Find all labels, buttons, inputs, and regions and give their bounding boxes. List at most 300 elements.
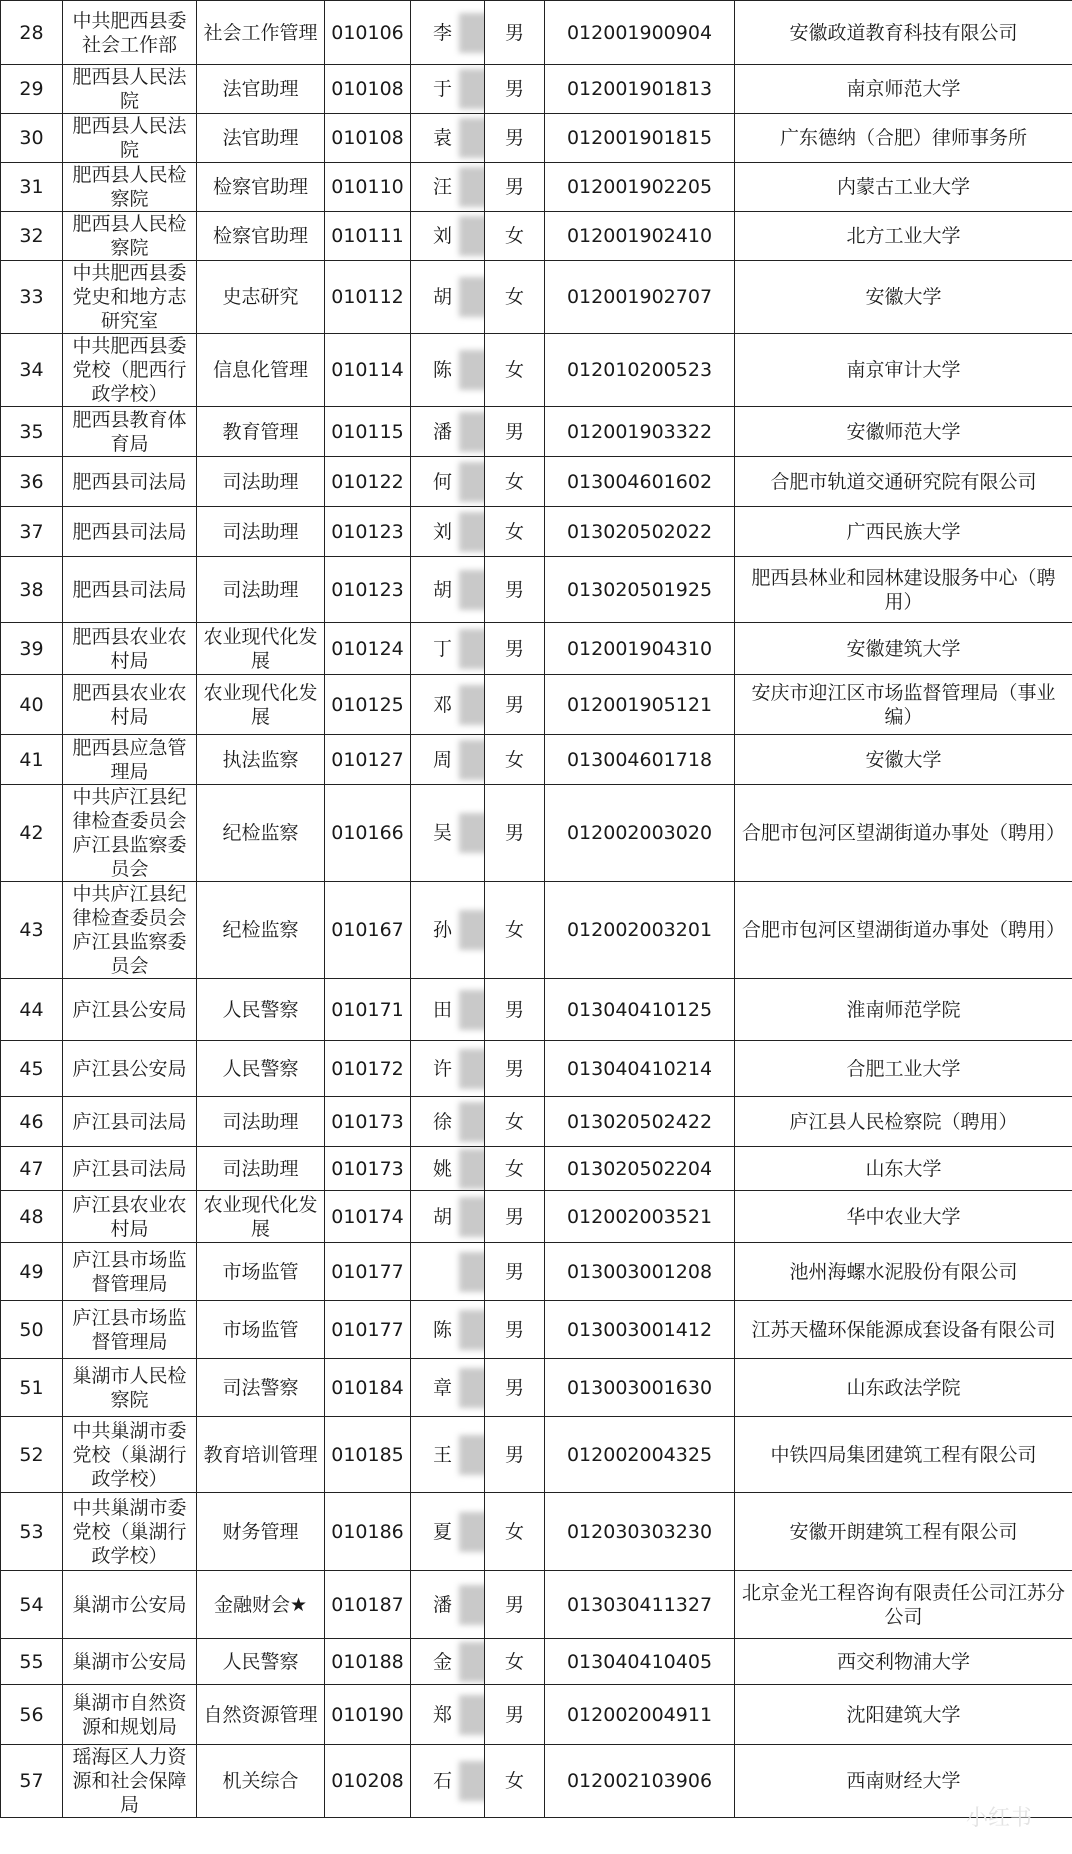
employer-or-school-text: 池州海螺水泥股份有限公司 bbox=[789, 1260, 1018, 1283]
candidate-name-text: 袁 bbox=[433, 127, 453, 149]
employer-or-school bbox=[735, 261, 1072, 334]
position-name-text: 纪检监察 bbox=[222, 919, 299, 941]
position-code-text: 010112 bbox=[331, 286, 404, 308]
ticket-number-text: 013020502022 bbox=[566, 520, 713, 543]
ticket-number bbox=[545, 1, 735, 65]
table-row bbox=[1, 882, 1072, 979]
position-code bbox=[325, 882, 411, 979]
employer-or-school bbox=[735, 212, 1072, 261]
ticket-number bbox=[545, 882, 735, 979]
employer-or-school-text: 南京师范大学 bbox=[846, 78, 961, 100]
employer-or-school bbox=[735, 1097, 1072, 1147]
employer-or-school-text: 安徽政道教育科技有限公司 bbox=[789, 21, 1018, 44]
position-code-text: 010110 bbox=[331, 176, 404, 198]
row-number-text: 46 bbox=[19, 1110, 44, 1133]
gender-text: 女 bbox=[504, 1650, 524, 1673]
row-number-text: 53 bbox=[19, 1520, 44, 1543]
ticket-number bbox=[545, 557, 735, 623]
row-number bbox=[1, 1, 63, 65]
table-body bbox=[1, 1, 1072, 1818]
gender bbox=[485, 114, 545, 163]
employer-or-school-text: 安徽师范大学 bbox=[846, 420, 961, 443]
position-code bbox=[325, 65, 411, 114]
position-code-text: 010106 bbox=[331, 21, 404, 44]
position-name-text: 信息化管理 bbox=[212, 359, 308, 381]
position-code-text: 010186 bbox=[331, 1520, 404, 1543]
position-name-text: 市场监管 bbox=[222, 1260, 299, 1283]
table-row bbox=[1, 1147, 1072, 1191]
employer-or-school bbox=[735, 1493, 1072, 1571]
employer-or-school bbox=[735, 65, 1072, 114]
unit-name bbox=[63, 507, 197, 557]
redaction-mosaic bbox=[459, 1368, 485, 1408]
table-row bbox=[1, 1097, 1072, 1147]
candidate-name-text: 何 bbox=[433, 470, 453, 493]
ticket-number-text: 013003001412 bbox=[566, 1318, 713, 1341]
gender bbox=[485, 261, 545, 334]
ticket-number bbox=[545, 114, 735, 163]
ticket-number-text: 012002103906 bbox=[566, 1770, 713, 1792]
row-number-text: 57 bbox=[19, 1770, 44, 1792]
position-code bbox=[325, 1243, 411, 1301]
candidate-name-text: 金 bbox=[433, 1650, 453, 1673]
redaction-mosaic bbox=[459, 216, 485, 256]
employer-or-school bbox=[735, 1685, 1072, 1745]
ticket-number bbox=[545, 1745, 735, 1818]
ticket-number-text: 013003001630 bbox=[566, 1376, 713, 1399]
row-number-text: 30 bbox=[19, 127, 44, 149]
position-name-text: 社会工作管理 bbox=[203, 21, 318, 44]
employer-or-school bbox=[735, 979, 1072, 1041]
ticket-number-text: 013004601602 bbox=[566, 470, 713, 493]
unit-name bbox=[63, 979, 197, 1041]
gender bbox=[485, 1493, 545, 1571]
ticket-number-text: 013020501925 bbox=[566, 578, 713, 601]
candidate-name bbox=[411, 979, 485, 1041]
table-row bbox=[1, 507, 1072, 557]
employer-or-school bbox=[735, 1571, 1072, 1639]
gender bbox=[485, 1097, 545, 1147]
candidate-name-text: 孙 bbox=[433, 919, 453, 941]
ticket-number bbox=[545, 1359, 735, 1417]
position-name-text: 法官助理 bbox=[222, 78, 299, 100]
unit-name-text: 肥西县人民法院 bbox=[72, 115, 187, 161]
row-number-text: 40 bbox=[19, 693, 44, 716]
redaction-mosaic bbox=[459, 1102, 485, 1142]
candidate-name bbox=[411, 735, 485, 785]
position-name bbox=[197, 65, 325, 114]
ticket-number bbox=[545, 334, 735, 407]
unit-name-text: 巢湖市人民检察院 bbox=[72, 1364, 187, 1411]
employer-or-school-text: 安徽大学 bbox=[865, 748, 942, 771]
candidate-name-text: 刘 bbox=[433, 225, 453, 247]
position-name bbox=[197, 1685, 325, 1745]
gender-text: 男 bbox=[504, 822, 524, 844]
watermark: 小红书 bbox=[965, 1806, 1032, 1831]
employer-or-school-text: 合肥市轨道交通研究院有限公司 bbox=[770, 470, 1037, 493]
ticket-number bbox=[545, 1097, 735, 1147]
position-name-text: 司法助理 bbox=[222, 470, 299, 493]
position-code bbox=[325, 1639, 411, 1685]
position-name bbox=[197, 212, 325, 261]
gender-text: 男 bbox=[504, 637, 524, 660]
candidate-name bbox=[411, 882, 485, 979]
candidate-name-text: 胡 bbox=[433, 578, 453, 601]
employer-or-school bbox=[735, 1147, 1072, 1191]
gender-text: 男 bbox=[504, 1443, 524, 1466]
row-number-text: 52 bbox=[19, 1443, 44, 1466]
unit-name-text: 瑶海区人力资源和社会保障局 bbox=[72, 1746, 187, 1816]
unit-name-text: 肥西县司法局 bbox=[72, 470, 187, 493]
candidate-name bbox=[411, 1191, 485, 1243]
gender-text: 女 bbox=[504, 470, 524, 493]
employer-or-school-text: 广东德纳（合肥）律师事务所 bbox=[779, 127, 1027, 149]
row-number-text: 55 bbox=[19, 1650, 44, 1673]
position-code-text: 010177 bbox=[331, 1318, 404, 1341]
ticket-number-text: 013004601718 bbox=[566, 748, 713, 771]
unit-name-text: 肥西县应急管理局 bbox=[72, 736, 187, 783]
redaction-mosaic bbox=[459, 1642, 485, 1682]
ticket-number-text: 012001903322 bbox=[566, 420, 713, 443]
position-code bbox=[325, 979, 411, 1041]
unit-name-text: 庐江县司法局 bbox=[72, 1110, 187, 1133]
position-code-text: 010188 bbox=[331, 1650, 404, 1673]
table-row bbox=[1, 334, 1072, 407]
ticket-number bbox=[545, 212, 735, 261]
ticket-number-text: 012001902205 bbox=[566, 176, 713, 198]
position-name-text: 教育管理 bbox=[222, 420, 299, 443]
gender bbox=[485, 1, 545, 65]
unit-name-text: 肥西县人民检察院 bbox=[72, 213, 187, 259]
gender-text: 男 bbox=[504, 1318, 524, 1341]
position-code bbox=[325, 785, 411, 882]
unit-name-text: 中共巢湖市委党校（巢湖行政学校） bbox=[72, 1419, 187, 1490]
position-code bbox=[325, 1571, 411, 1639]
position-code-text: 010123 bbox=[331, 578, 404, 601]
row-number bbox=[1, 114, 63, 163]
position-code bbox=[325, 114, 411, 163]
employer-or-school bbox=[735, 114, 1072, 163]
employer-or-school bbox=[735, 882, 1072, 979]
row-number bbox=[1, 979, 63, 1041]
employer-or-school-text: 南京审计大学 bbox=[846, 359, 961, 381]
position-name-text: 教育培训管理 bbox=[203, 1443, 318, 1466]
employer-or-school-text: 合肥工业大学 bbox=[846, 1057, 961, 1080]
gender-text: 女 bbox=[504, 1157, 524, 1180]
position-name-text: 法官助理 bbox=[222, 127, 299, 149]
table-row bbox=[1, 1493, 1072, 1571]
gender-text: 女 bbox=[504, 359, 524, 381]
ticket-number-text: 013040410214 bbox=[566, 1057, 713, 1080]
candidate-name bbox=[411, 407, 485, 457]
ticket-number bbox=[545, 1191, 735, 1243]
unit-name-text: 中共肥西县委党校（肥西行政学校） bbox=[72, 335, 187, 405]
unit-name bbox=[63, 65, 197, 114]
unit-name bbox=[63, 1639, 197, 1685]
position-code-text: 010108 bbox=[331, 78, 404, 100]
row-number bbox=[1, 882, 63, 979]
candidate-name bbox=[411, 212, 485, 261]
candidate-name-text: 刘 bbox=[433, 520, 453, 543]
candidate-name-text: 石 bbox=[433, 1770, 453, 1792]
position-name-text: 司法助理 bbox=[222, 578, 299, 601]
ticket-number-text: 013030411327 bbox=[566, 1593, 713, 1616]
candidate-name bbox=[411, 557, 485, 623]
table-row bbox=[1, 1359, 1072, 1417]
row-number bbox=[1, 1191, 63, 1243]
ticket-number bbox=[545, 457, 735, 507]
ticket-number-text: 013020502204 bbox=[566, 1157, 713, 1180]
unit-name bbox=[63, 1243, 197, 1301]
employer-or-school-text: 广西民族大学 bbox=[846, 520, 961, 543]
candidate-name bbox=[411, 261, 485, 334]
ticket-number-text: 013040410405 bbox=[566, 1650, 713, 1673]
employer-or-school bbox=[735, 1041, 1072, 1097]
row-number bbox=[1, 507, 63, 557]
position-name bbox=[197, 882, 325, 979]
ticket-number-text: 012001905121 bbox=[566, 693, 713, 716]
unit-name bbox=[63, 1417, 197, 1493]
position-code bbox=[325, 507, 411, 557]
redaction-mosaic bbox=[459, 118, 485, 158]
position-name bbox=[197, 163, 325, 212]
redaction-mosaic bbox=[459, 740, 485, 780]
table-row bbox=[1, 623, 1072, 675]
ticket-number-text: 012030303230 bbox=[566, 1520, 713, 1543]
gender-text: 男 bbox=[504, 127, 524, 149]
candidate-name-text: 许 bbox=[433, 1057, 453, 1080]
gender bbox=[485, 1301, 545, 1359]
position-code bbox=[325, 1301, 411, 1359]
ticket-number bbox=[545, 507, 735, 557]
redaction-mosaic bbox=[459, 1310, 485, 1350]
redaction-mosaic bbox=[459, 167, 485, 207]
unit-name-text: 肥西县司法局 bbox=[72, 520, 187, 543]
employer-or-school bbox=[735, 1191, 1072, 1243]
row-number-text: 56 bbox=[19, 1703, 44, 1726]
position-code-text: 010185 bbox=[331, 1443, 404, 1466]
candidate-name-text: 姚 bbox=[433, 1157, 453, 1180]
employer-or-school-text: 淮南师范学院 bbox=[846, 998, 961, 1021]
unit-name bbox=[63, 1097, 197, 1147]
gender-text: 男 bbox=[504, 998, 524, 1021]
row-number bbox=[1, 261, 63, 334]
row-number-text: 45 bbox=[19, 1057, 44, 1080]
position-code-text: 010172 bbox=[331, 1057, 404, 1080]
candidate-name-text: 潘 bbox=[433, 1593, 453, 1616]
unit-name-text: 中共巢湖市委党校（巢湖行政学校） bbox=[72, 1496, 187, 1567]
employer-or-school bbox=[735, 785, 1072, 882]
position-name-text: 人民警察 bbox=[222, 1057, 299, 1080]
row-number bbox=[1, 1097, 63, 1147]
ticket-number bbox=[545, 785, 735, 882]
unit-name-text: 肥西县农业农村局 bbox=[72, 681, 187, 728]
candidate-name bbox=[411, 334, 485, 407]
candidate-name bbox=[411, 675, 485, 735]
gender bbox=[485, 457, 545, 507]
table-row bbox=[1, 1417, 1072, 1493]
employer-or-school bbox=[735, 457, 1072, 507]
gender bbox=[485, 882, 545, 979]
position-name-text: 检察官助理 bbox=[212, 176, 308, 198]
employer-or-school bbox=[735, 623, 1072, 675]
gender bbox=[485, 1417, 545, 1493]
row-number bbox=[1, 1359, 63, 1417]
row-number-text: 33 bbox=[19, 286, 44, 308]
candidate-name bbox=[411, 1639, 485, 1685]
position-code bbox=[325, 623, 411, 675]
row-number bbox=[1, 212, 63, 261]
gender bbox=[485, 675, 545, 735]
ticket-number-text: 013003001208 bbox=[566, 1260, 713, 1283]
candidate-name bbox=[411, 65, 485, 114]
row-number bbox=[1, 1243, 63, 1301]
ticket-number bbox=[545, 1571, 735, 1639]
unit-name bbox=[63, 1, 197, 65]
gender-text: 女 bbox=[504, 748, 524, 771]
ticket-number bbox=[545, 65, 735, 114]
gender bbox=[485, 1041, 545, 1097]
position-name bbox=[197, 1, 325, 65]
candidate-name-text: 陈 bbox=[433, 359, 453, 381]
position-code-text: 010127 bbox=[331, 748, 404, 771]
candidate-name bbox=[411, 1571, 485, 1639]
candidate-name-text: 田 bbox=[433, 998, 453, 1021]
gender-text: 女 bbox=[504, 1110, 524, 1133]
position-name bbox=[197, 785, 325, 882]
redaction-mosaic bbox=[459, 462, 485, 502]
employer-or-school-text: 北方工业大学 bbox=[846, 225, 961, 247]
employer-or-school-text: 华中农业大学 bbox=[846, 1205, 961, 1228]
row-number bbox=[1, 334, 63, 407]
unit-name bbox=[63, 261, 197, 334]
ticket-number bbox=[545, 1417, 735, 1493]
redaction-mosaic bbox=[459, 570, 485, 610]
row-number bbox=[1, 1745, 63, 1818]
gender bbox=[485, 557, 545, 623]
row-number bbox=[1, 785, 63, 882]
gender-text: 男 bbox=[504, 693, 524, 716]
ticket-number bbox=[545, 1243, 735, 1301]
position-name bbox=[197, 675, 325, 735]
table-row bbox=[1, 212, 1072, 261]
position-code bbox=[325, 212, 411, 261]
row-number bbox=[1, 1301, 63, 1359]
row-number-text: 38 bbox=[19, 578, 44, 601]
unit-name bbox=[63, 457, 197, 507]
unit-name-text: 肥西县教育体育局 bbox=[72, 408, 187, 455]
gender-text: 男 bbox=[504, 1057, 524, 1080]
table-row bbox=[1, 1041, 1072, 1097]
position-name-text: 自然资源管理 bbox=[203, 1703, 318, 1726]
ticket-number-text: 012010200523 bbox=[566, 359, 713, 381]
redaction-mosaic bbox=[459, 629, 485, 669]
position-code-text: 010174 bbox=[331, 1205, 404, 1228]
row-number bbox=[1, 557, 63, 623]
candidate-name-text: 胡 bbox=[433, 1205, 453, 1228]
position-name-text: 检察官助理 bbox=[212, 225, 308, 247]
employer-or-school bbox=[735, 1359, 1072, 1417]
ticket-number bbox=[545, 675, 735, 735]
position-code bbox=[325, 1041, 411, 1097]
position-code-text: 010177 bbox=[331, 1260, 404, 1283]
ticket-number-text: 012001902707 bbox=[566, 286, 713, 308]
position-code bbox=[325, 1359, 411, 1417]
unit-name-text: 巢湖市自然资源和规划局 bbox=[72, 1691, 187, 1738]
gender bbox=[485, 407, 545, 457]
position-name bbox=[197, 1571, 325, 1639]
ticket-number-text: 012001904310 bbox=[566, 637, 713, 660]
unit-name bbox=[63, 1359, 197, 1417]
gender bbox=[485, 1359, 545, 1417]
table-row bbox=[1, 1571, 1072, 1639]
table-row bbox=[1, 1639, 1072, 1685]
unit-name bbox=[63, 882, 197, 979]
gender bbox=[485, 163, 545, 212]
row-number bbox=[1, 1685, 63, 1745]
row-number bbox=[1, 735, 63, 785]
gender-text: 男 bbox=[504, 1376, 524, 1399]
candidate-name bbox=[411, 1417, 485, 1493]
ticket-number bbox=[545, 163, 735, 212]
position-name bbox=[197, 457, 325, 507]
position-name bbox=[197, 1745, 325, 1818]
ticket-number bbox=[545, 407, 735, 457]
gender bbox=[485, 1639, 545, 1685]
row-number bbox=[1, 1147, 63, 1191]
position-code bbox=[325, 735, 411, 785]
position-name-text: 市场监管 bbox=[222, 1318, 299, 1341]
position-code-text: 010184 bbox=[331, 1376, 404, 1399]
table-row bbox=[1, 979, 1072, 1041]
row-number-text: 32 bbox=[19, 225, 44, 247]
redaction-mosaic bbox=[459, 512, 485, 552]
ticket-number-text: 012002004325 bbox=[566, 1443, 713, 1466]
candidate-name-text: 潘 bbox=[433, 420, 453, 443]
gender-text: 男 bbox=[504, 420, 524, 443]
redaction-mosaic bbox=[459, 1149, 485, 1189]
position-name bbox=[197, 1639, 325, 1685]
row-number bbox=[1, 675, 63, 735]
gender bbox=[485, 1191, 545, 1243]
ticket-number bbox=[545, 735, 735, 785]
table-row bbox=[1, 1301, 1072, 1359]
position-code bbox=[325, 457, 411, 507]
candidate-name-text: 夏 bbox=[433, 1520, 453, 1543]
position-code-text: 010173 bbox=[331, 1110, 404, 1133]
employer-or-school bbox=[735, 675, 1072, 735]
position-name bbox=[197, 735, 325, 785]
position-code-text: 010167 bbox=[331, 919, 404, 941]
candidate-name bbox=[411, 163, 485, 212]
candidate-name bbox=[411, 507, 485, 557]
gender bbox=[485, 212, 545, 261]
unit-name bbox=[63, 1745, 197, 1818]
position-name-text: 司法警察 bbox=[222, 1376, 299, 1399]
candidate-name-text: 陈 bbox=[433, 1318, 453, 1341]
candidate-name bbox=[411, 114, 485, 163]
position-name bbox=[197, 507, 325, 557]
gender bbox=[485, 1571, 545, 1639]
unit-name-text: 中共肥西县委党史和地方志研究室 bbox=[72, 262, 187, 332]
redaction-mosaic bbox=[459, 13, 485, 53]
position-code-text: 010124 bbox=[331, 637, 404, 660]
position-name-text: 司法助理 bbox=[222, 1157, 299, 1180]
candidate-name bbox=[411, 1301, 485, 1359]
row-number-text: 50 bbox=[19, 1318, 44, 1341]
position-name-text: 农业现代化发展 bbox=[203, 681, 318, 728]
row-number-text: 48 bbox=[19, 1205, 44, 1228]
